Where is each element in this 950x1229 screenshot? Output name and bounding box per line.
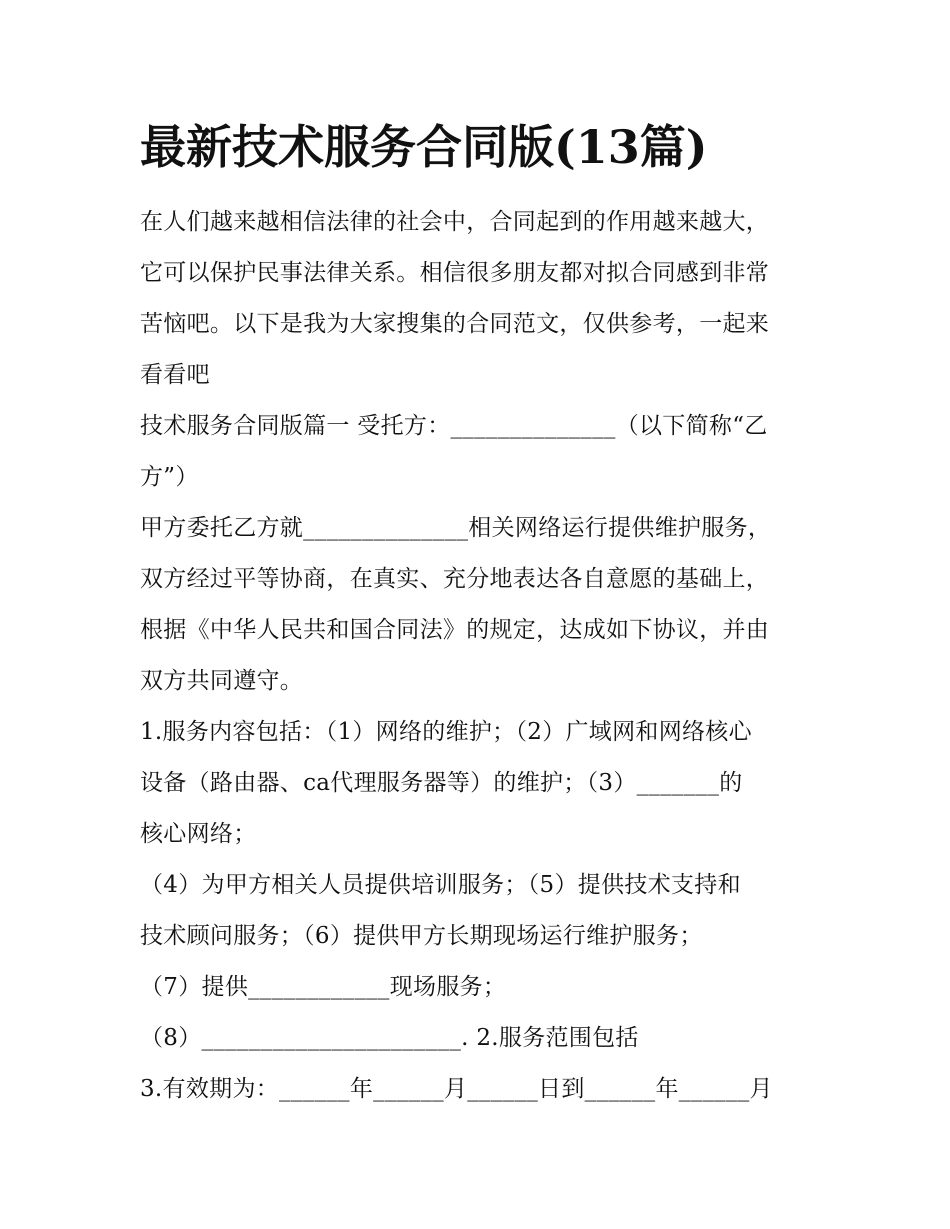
body-line: 苦恼吧。以下是我为大家搜集的合同范文，仅供参考，一起来: [140, 311, 770, 337]
body-line: 看看吧: [140, 362, 210, 388]
body-line: 1.服务内容包括：（1）网络的维护；（2）广域网和网络核心: [140, 719, 752, 745]
body-line: 技术服务合同版篇一 受托方：______________（以下简称“乙: [140, 413, 768, 439]
body-line: 双方经过平等协商，在真实、充分地表达各自意愿的基础上，: [140, 566, 770, 592]
body-line: 3.有效期为：______年______月______日到______年______月: [140, 1076, 773, 1102]
body-line: 在人们越来越相信法律的社会中，合同起到的作用越来越大，: [140, 209, 770, 235]
body-line: 方”）: [140, 464, 199, 490]
body-line: 设备（路由器、ca代理服务器等）的维护；（3）_______的: [140, 770, 743, 796]
document-title: 最新技术服务合同版(13篇): [140, 120, 708, 174]
body-line: （7）提供____________现场服务；: [140, 974, 507, 1000]
document-body: [140, 197, 820, 1115]
body-line: 核心网络；: [140, 821, 257, 847]
body-line: 技术顾问服务；（6）提供甲方长期现场运行维护服务；: [140, 923, 703, 949]
body-line: 甲方委托乙方就______________相关网络运行提供维护服务，: [140, 515, 772, 541]
body-line: 它可以保护民事法律关系。相信很多朋友都对拟合同感到非常: [140, 260, 770, 286]
body-line: 双方共同遵守。: [140, 668, 304, 694]
body-line: （8）______________________. 2.服务范围包括: [140, 1025, 639, 1051]
body-line: （4）为甲方相关人员提供培训服务；（5）提供技术支持和: [140, 872, 741, 898]
body-line: 根据《中华人民共和国合同法》的规定，达成如下协议，并由: [140, 617, 770, 643]
